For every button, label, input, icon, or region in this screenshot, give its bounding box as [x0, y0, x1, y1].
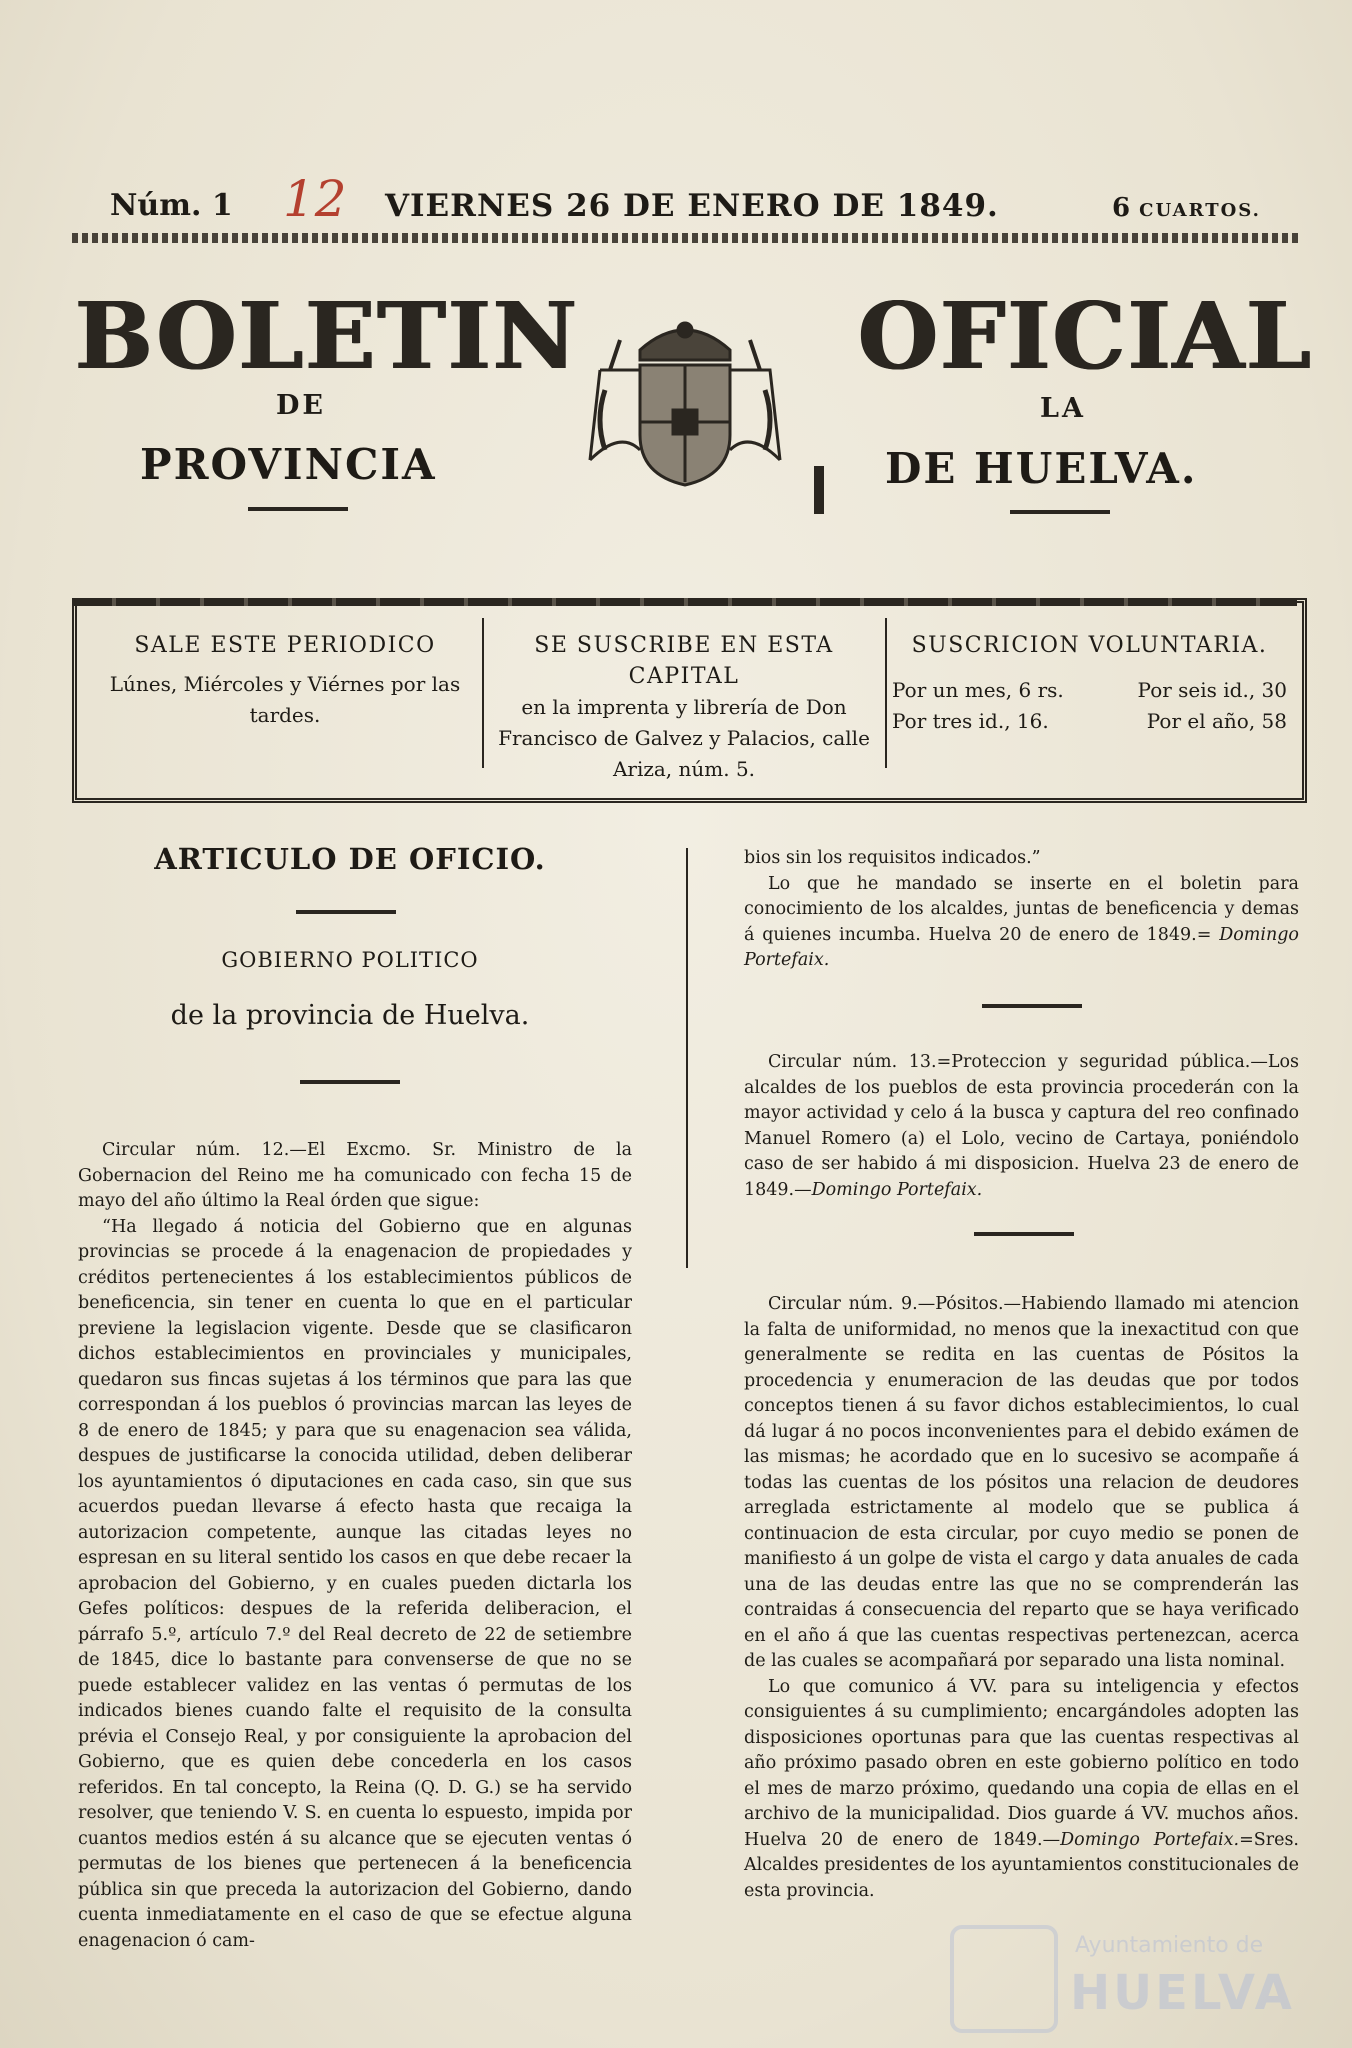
section-rule-1 [296, 910, 396, 914]
prices-title: SUSCRICION VOLUNTARIA. [911, 633, 1268, 658]
price-one-month: Por un mes, 6 rs. [892, 678, 1064, 702]
where-text: en la imprenta y librería de Don Francisco de Galvez y Palacios, calle Ariza, núm. 5. [498, 695, 870, 781]
section-title: ARTICULO DE OFICIO. [154, 842, 546, 876]
subscription-col-prices [892, 630, 1287, 737]
schedule-text: Lúnes, Miércoles y Viérnes por las tardes. [109, 672, 461, 727]
price-three-months: Por tres id., 16. [892, 709, 1049, 733]
masthead-de: DE [276, 390, 326, 421]
circular-9-text: Circular núm. 9.—Pósitos.—Habiendo llamado mi atencion la falta de uniformidad, no menos que la inexactitud con que generalmente se redita en las cuentas de Pósitos la procedencia y enumeracion de las deudas que por todos conceptos tienen á su favor dichos establecimientos, lo cual dá lugar á no pocos inconvenientes para el debido exámen de las mismas; he acordado que en lo sucesivo se acompañe á todas las cuentas de los pósitos una relacion de deudores arreglada estrictamente al modelo que se publica á continuacion de esta circular, por cuyo medio se ponen de manifiesto á un golpe de vista el cargo y data anuales de cada una de las deudas entre las que no se comprenderán las contraidas á consecuencia del reparto que se haya verificado en el año á que las cuentas respectivas pertenezcan, acerca de las cuales se acompañará por separado una lista nominal. [744, 1294, 1299, 1671]
right-rule-2 [974, 1232, 1074, 1236]
where-title: SE SUSCRIBE EN ESTA CAPITAL [534, 633, 834, 689]
subscription-col-where [486, 630, 882, 785]
masthead-underline-right [1010, 510, 1110, 514]
ink-mark [814, 466, 824, 514]
circular-13 [744, 1050, 1299, 1203]
prices-row-2 [892, 706, 1287, 737]
prices-row-1 [892, 675, 1287, 706]
handwritten-issue-number: 12 [283, 170, 347, 228]
royal-order-end: bios sin los requisitos indicados.” [744, 848, 1041, 868]
price-unit: CUARTOS. [1139, 200, 1261, 221]
circular-13-text: Circular núm. 13.=Proteccion y seguridad pública.—Los alcaldes de los pueblos de esta provincia procederán con la mayor actividad y celo á la busca y captura del reo confinado Manuel Romero (a) el Lolo, vecino de Cartaya, poniéndolo caso de ser habido á mi disposicion. Huelva 23 de enero de 1849.— [744, 1052, 1299, 1200]
issue-number: Núm. 1 [110, 188, 233, 223]
circular-12-intro: Circular núm. 12.—El Excmo. Sr. Ministro de la Gobernacion del Reino me ha comunicado con fecha 15 de mayo del año último la Real órden que sigue: [78, 1140, 632, 1211]
masthead-la: LA [1040, 393, 1086, 424]
header-ornamental-rule [72, 233, 1302, 243]
circular-9 [744, 1292, 1299, 1904]
signature-portefaix-3: Domingo Portefaix. [1060, 1829, 1240, 1850]
masthead-underline-left [248, 507, 348, 511]
circular-9-closing: Lo que comunico á VV. para su inteligencia y efectos consiguientes á su cumplimiento; encargándoles adopten las disposiciones oportunas para que las cuentas respectivas al año próximo pasado obren en este gobierno político en todo el mes de marzo próximo, quedando una copia de ellas en el archivo de la municipalidad. Dios guarde á VV. muchos años. Huelva 20 de enero de 1849.— [744, 1676, 1299, 1850]
box-divider-2 [885, 618, 887, 768]
watermark-line1: Ayuntamiento de [1075, 1933, 1264, 1958]
schedule-title: SALE ESTE PERIODICO [134, 633, 436, 658]
right-rule-1 [982, 1004, 1082, 1008]
signature-portefaix-2: Domingo Portefaix. [811, 1179, 983, 1200]
section-rule-2 [300, 1080, 400, 1084]
issue-date: VIERNES 26 DE ENERO DE 1849. [385, 188, 999, 224]
column-divider [686, 848, 688, 1268]
coat-of-arms-icon [580, 310, 790, 500]
subscription-box-top-border [72, 598, 1297, 606]
subtitle-gobierno-politico: GOBIERNO POLITICO [221, 948, 479, 972]
left-column-body [78, 1138, 632, 1954]
right-column-body-top [744, 846, 1299, 974]
masthead-word-oficial: OFICIAL [858, 282, 1313, 390]
circular-12-publication: Lo que he mandado se inserte en el boletin para conocimiento de los alcaldes, juntas de beneficencia y demas á quienes incumba. Huelva 20 de enero de 1849.= Domingo Portefaix. [744, 873, 1299, 970]
subtitle-provincia: de la provincia de Huelva. [170, 1000, 530, 1031]
masthead-word-boletin: BOLETIN [75, 282, 580, 390]
masthead-de-huelva: DE HUELVA. [885, 444, 1198, 493]
box-divider-1 [482, 618, 484, 768]
issue-price [1112, 193, 1261, 223]
masthead-provincia: PROVINCIA [140, 440, 437, 489]
ayuntamiento-seal-icon [950, 1925, 1058, 2033]
price-one-year: Por el año, 58 [1146, 709, 1287, 733]
watermark-line2: HUELVA [1070, 1965, 1295, 2021]
circular-9-addressees: =Sres. Alcaldes presidentes de los ayuntamientos constitucionales de esta provincia. [744, 1829, 1299, 1901]
subscription-col-schedule [100, 630, 470, 731]
price-number: 6 [1112, 193, 1131, 223]
price-six-months: Por seis id., 30 [1137, 678, 1287, 702]
signature-portefaix-1: Domingo Portefaix. [744, 924, 1299, 970]
circular-12-royal-order: “Ha llegado á noticia del Gobierno que en algunas provincias se procede á la enagenacion de propiedades y créditos pertenecientes á los establecimientos públicos de beneficencia, sin tener en cuenta lo que en el particular previene la legislacion vigente. Desde que se clasificaron dichos establecimientos en provinciales y municipales, quedaron sus fincas sujetas á los términos que para las que correspondan á los pueblos ó provincias marcan las leyes de 8 de enero de 1845; y para que su enagenacion sea válida, despues de justificarse la conocida utilidad, deben deliberar los ayuntamientos ó diputaciones en cada caso, sin que sus acuerdos puedan llevarse á efecto hasta que recaiga la autorizacion competente, aunque las citadas leyes no espresan en su literal sentido los casos en que debe recaer la aprobacion del Gobierno, y en cuales pueden dictarla los Gefes políticos: despues de la referida deliberacion, el párrafo 5.º, artículo 7.º del Real decreto de 22 de setiembre de 1845, dice lo bastante para convenserse de que no se puede establecer validez en las ventas ó permutas de los indicados bienes cuando falte el requisito de la consulta prévia el Consejo Real, y por consiguiente la aprobacion del Gobierno, que es quien debe concederla en los casos referidos. En tal concepto, la Reina (Q. D. G.) se ha servido resolver, que teniendo V. S. en cuenta lo espuesto, impida por cuantos medios estén á su alcance que se ejecuten ventas ó permutas de los bienes que pertenecen á la beneficencia pública sin que preceda la autorizacion del Gobierno, dando cuenta inmediatamente en el caso de que se efectue alguna enagenacion ó cam- [78, 1216, 632, 1951]
